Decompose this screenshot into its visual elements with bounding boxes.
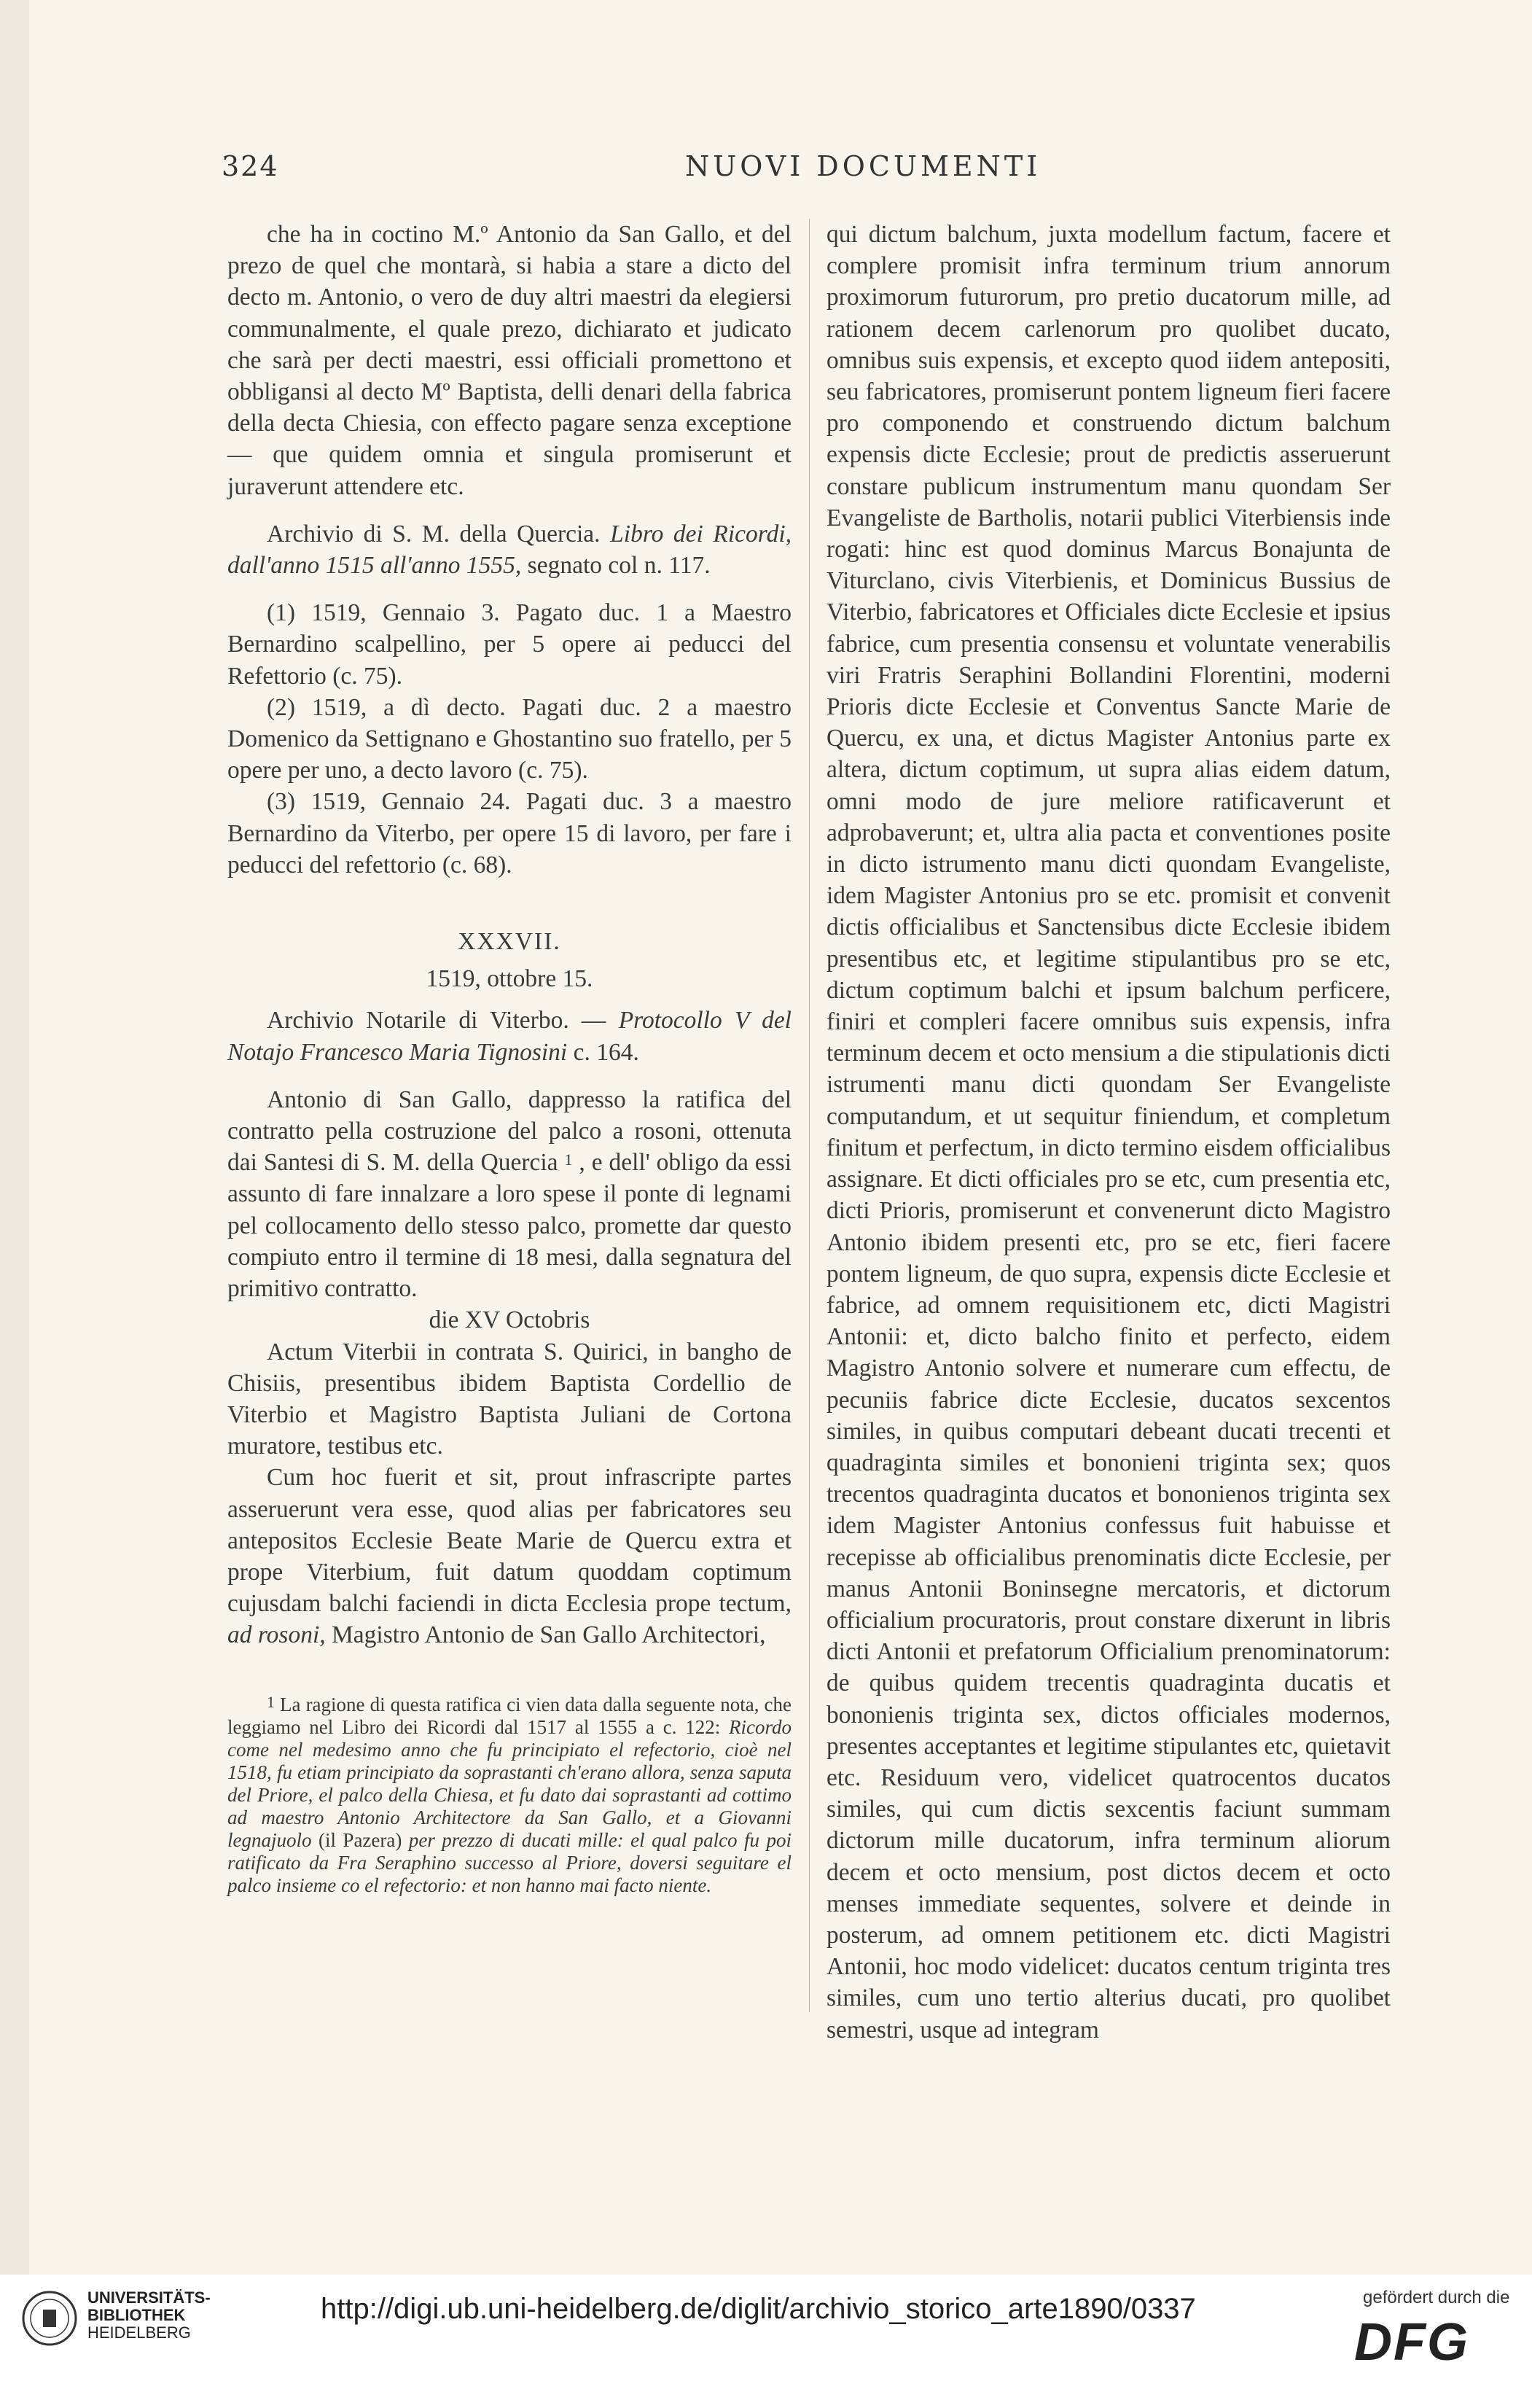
archive-reference: Archivio di S. M. della Quercia. Libro dei Ricordi, dall'anno 1515 all'anno 1555, segnato col n. 117. [227,520,792,580]
running-head [0,150,1532,187]
digital-library-link[interactable]: http://digi.ub.uni-heidelberg.de/diglit/archivio_storico_arte1890/0337 [321,2293,1196,2325]
section-number: XXXVII. [458,928,561,956]
document-summary: Antonio di San Gallo, dappresso la ratifica del contratto pella costruzione del palco a rosoni, ottenuta dai Santesi di S. M. della Quercia $^1$ , e dell' obligo da essi assunto di fare innalzare a loro spese il ponte di legnami pel collocamento dello stesso palco, promette dar questo compiuto entro il termine di 18 mesi, dalla segnatura del primitivo contratto. [227,1086,792,1303]
payment-note-2: (2) 1519, a dì decto. Pagati duc. 2 a maestro Domenico da Settignano e Ghostantino suo fratello, per 5 opere per uno, a decto lavoro (c. 75). [227,693,792,784]
payment-note-3: (3) 1519, Gennaio 24. Pagati duc. 3 a maestro Bernardino da Viterbo, per opere 15 di lavoro, per fare i peducci del refettorio (c. 68). [227,788,792,878]
section-date: 1519, ottobre 15. [426,965,593,993]
funder-label: gefördert durch die [1363,2288,1510,2307]
footnote-marker: 1 [564,1150,573,1169]
running-title: NUOVI DOCUMENTI [685,150,1041,182]
page-number: 324 [222,150,279,182]
actum-paragraph: Actum Viterbii in contrata S. Quirici, in bangho de Chisiis, presentibus ibidem Baptista Cordellio de Viterbio et Magistro Baptista Juliani de Cortona muratore, testibus etc. [227,1338,792,1460]
payment-note-1: (1) 1519, Gennaio 3. Pagato duc. 1 a Maestro Bernardino scalpellino, per 5 opere ai peducci del Refettorio (c. 75). [227,599,792,690]
date-line: die XV Octobris [429,1306,590,1334]
library-name: UNIVERSITÄTS- BIBLIOTHEK HEIDELBERG [87,2288,211,2342]
archive-reference-notarile: Archivio Notarile di Viterbo. — Protocollo V del Notajo Francesco Maria Tignosini c. 164. [227,1007,792,1066]
footer-bar [0,2275,1532,2408]
right-column [826,219,1391,2046]
university-seal-icon [20,2289,79,2347]
contract-paragraph: che ha in coctino M.º Antonio da San Gallo, et del prezo de quel che montarà, si habia a stare a dicto del decto m. Antonio, o vero de duy altri maestri da elegiersi communalmente, el quale prezo, dichiarato et judicato che sarà per decti maestri, essi officiali promettono et obbligansi al decto Mº Baptista, delli denari della fabrica della decta Chiesia, con effecto pagare senza exceptione — que quidem omnia et singula promiserunt et juraverunt attendere etc. [227,221,792,500]
cum-paragraph: Cum hoc fuerit et sit, prout infrascripte partes asseruerunt vera esse, quod alias per fabricatores seu antepositos Ecclesie Beate Marie de Quercu extra et prope Viterbium, fuit datum quoddam coptimum cujusdam balchi faciendi in dicta Ecclesia prope tectum, ad rosoni, Magistro Antonio de San Gallo Architectori, [227,1464,792,1649]
left-column [227,219,792,1897]
column-divider [809,219,810,2012]
footnote: $^1$ La ragione di questa ratifica ci vien data dalla seguente nota, che leggiamo nel Libro dei Ricordi dal 1517 al 1555 a c. 122: Ricordo come nel medesimo anno che fu principiato el refectorio, cioè nel 1518, fu etiam principiato da soprastanti ch'erano allora, senza saputa del Priore, el palco della Chiesa, et fu dato dai soprastanti ad cottimo ad maestro Antonio Architectore da San Gallo, et a Giovanni legnajuolo (il Pazera) per prezzo di ducati mille: el qual palco fu poi ratificato da Fra Seraphino successo al Priore, doversi seguitare el palco insieme co el refectorio: et non hanno mai facto niente. [227,1692,792,1896]
latin-contract-text: qui dictum balchum, juxta modellum factum, facere et complere promisit infra terminum trium annorum proximorum futurorum, pro pretio ducatorum mille, ad rationem decem carlenorum pro quolibet ducato, omnibus suis expensis, et excepto quod iidem antepositi, seu fabricatores, promiserunt pontem ligneum fieri facere pro componendo et construendo dictum balchum expensis dicte Ecclesie; prout de predictis asseruerunt constare publicum instrumentum manu quondam Ser Evangeliste de Bartholis, notarii publici Viterbiensis inde rogati: hinc est quod dominus Marcus Bonajunta de Viturclano, civis Viterbienis, et Dominicus Bussius de Viterbio, fabricatores et Officiales dicte Ecclesie et ipsius fabrice, cum presentia consensu et voluntate venerabilis viri Fratris Seraphini Bollandini Florentini, moderni Prioris dicte Ecclesie et Conventus Sancte Marie de Quercu, ex una, et dictus Magister Antonius parte ex altera, dictum coptimum, ut supra alias eidem datum, omni modo de jure meliore ratificaverunt et adprobaverunt; et, ultra alia pacta et conventiones posite in dicto istrumento manu dicti quondam Evangeliste, idem Magister Antonius pro se etc. promisit et convenit dictis officialibus et Sanctensibus dicte Ecclesie ibidem presentibus etc, et legitime stipulantibus pro se etc, dictum coptimum balchi et ipsum balchum perficere, finiri et compleri facere omnibus suis expensis, infra terminum decem et octo mensium a die stipulationis dicti istrumenti manu dicti quondam Ser Evangeliste computandum, et ut sequitur finiendum, et completum finitum et perfectum, in dicto termino eisdem officialibus assignare. Et dicti officiales pro se etc, cum presentia etc, dicti Prioris, promiserunt et convenerunt dicto Magistro Antonio ibidem presenti etc, pro se etc, fieri facere pontem ligneum, de quo supra, expensis dicte Ecclesie et fabrice, ad omnem requisitionem etc, dicti Magistri Antonii: et, dicto balcho finito et perfecto, eidem Magistro Antonio solvere et numerare cum effectu, de pecuniis fabrice dicte Ecclesie, ducatos sexcentos similes, in quibus computari debeant ducati trecenti et quadraginta similes et bononieni triginta sex; quos trecentos quadraginta ducatos et bononienos triginta sex idem Magister Antonius confessus fuit habuisse et recepisse ab officialibus prenominatis dicte Ecclesie, per manus Antonii Boninsegne mercatoris, et dictorum officialium procuratoris, prout constare dixerunt in libris dicti Antonii et prefatorum Officialium prenominatorum: de quibus quidem trecentis quadraginta ducatis et bononienis triginta sex, dictos officiales modernos, presentes acceptantes et legitime stipulantes etc, quietavit etc. Residuum vero, videlicet quatrocentos ducatos similes, qui cum dictis sexcentis faciunt summam dictorum mille ducatorum, infra terminum aliorum decem et octo mensium, post dictos decem et octo menses immediate sequentes, solvere et deinde in posterum, ad omnem petitionem etc. dicti Magistri Antonii, hoc modo videlicet: ducatos centum triginta tres similes, cum uno tertio alterius ducati, pro quolibet semestri, usque ad integram [826,221,1391,2043]
dfg-logo: DFG [1354,2313,1469,2372]
